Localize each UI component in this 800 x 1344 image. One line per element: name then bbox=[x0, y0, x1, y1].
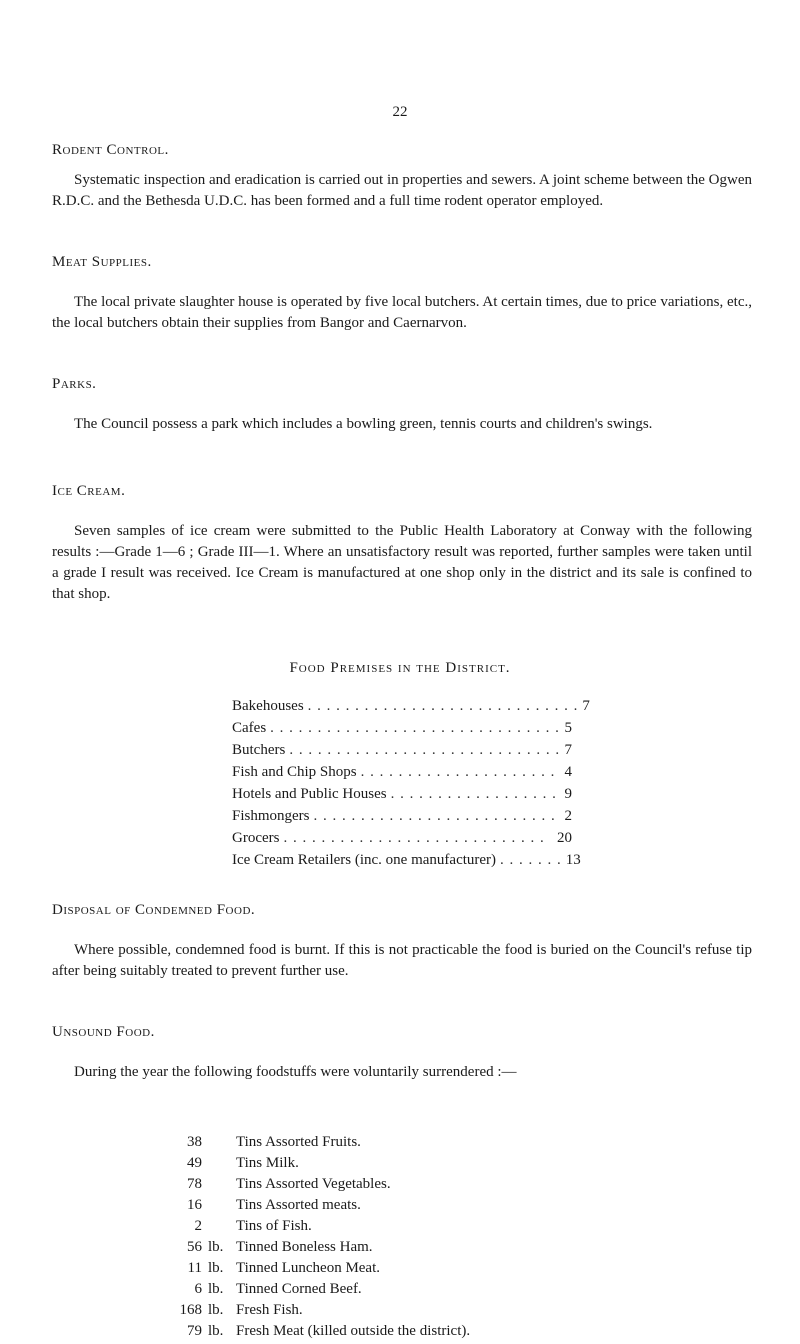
unsound-qty: 168 bbox=[179, 1302, 202, 1318]
unsound-food-row bbox=[166, 1302, 666, 1323]
paragraph-meat-supplies: The local private slaughter house is operated by five local butchers. At certain times, due to price variations, etc., the local butchers obtain their supplies from Bangor and Caernarvon. bbox=[52, 294, 752, 331]
unsound-desc: Tins Assorted Vegetables. bbox=[236, 1176, 391, 1192]
premises-label: Hotels and Public Houses bbox=[232, 786, 387, 802]
premises-row: Grocers . . . . . . . . . . . . . . . . . . . . . . . . . . . . 20 bbox=[232, 830, 572, 846]
unsound-qty: 16 bbox=[187, 1197, 202, 1213]
unsound-desc: Tinned Boneless Ham. bbox=[236, 1239, 373, 1255]
unsound-qty: 49 bbox=[187, 1155, 202, 1171]
unsound-desc: Tins Assorted Fruits. bbox=[236, 1134, 361, 1150]
unsound-food-row bbox=[166, 1260, 666, 1281]
unsound-desc: Tinned Luncheon Meat. bbox=[236, 1260, 381, 1276]
unsound-qty: 78 bbox=[187, 1176, 202, 1192]
premises-count: 4 bbox=[564, 764, 572, 780]
unsound-qty: 11 bbox=[187, 1260, 202, 1276]
unsound-unit: lb. bbox=[208, 1239, 224, 1255]
unsound-food-row bbox=[166, 1323, 666, 1344]
unsound-desc: Tinned Corned Beef. bbox=[236, 1281, 362, 1297]
unsound-desc: Fresh Meat (killed outside the district). bbox=[236, 1323, 471, 1339]
unsound-desc: Tins Milk. bbox=[236, 1155, 299, 1171]
unsound-qty: 38 bbox=[187, 1134, 202, 1150]
premises-row: Ice Cream Retailers (inc. one manufacturer) . . . . . . . 13 bbox=[232, 852, 581, 868]
paragraph-disposal: Where possible, condemned food is burnt. If this is not practicable the food is buried on the Council's refuse tip after being suitably treated to prevent further use. bbox=[52, 942, 752, 979]
premises-row: Fishmongers . . . . . . . . . . . . . . . . . . . . . . . . . . 2 bbox=[232, 808, 572, 824]
premises-label: Ice Cream Retailers (inc. one manufacturer) bbox=[232, 852, 497, 868]
premises-row: Butchers . . . . . . . . . . . . . . . . . . . . . . . . . . . . . 7 bbox=[232, 742, 572, 758]
premises-label: Butchers bbox=[232, 742, 286, 758]
section-heading-disposal: Disposal of Condemned Food. bbox=[52, 902, 256, 918]
section-heading-ice-cream: Ice Cream. bbox=[52, 483, 126, 499]
premises-row: Bakehouses . . . . . . . . . . . . . . . . . . . . . . . . . . . . . 7 bbox=[232, 698, 590, 714]
unsound-unit: lb. bbox=[208, 1323, 224, 1339]
unsound-food-row bbox=[166, 1155, 666, 1176]
premises-count: 13 bbox=[565, 852, 581, 868]
premises-label: Fish and Chip Shops bbox=[232, 764, 357, 780]
unsound-food-list bbox=[166, 1134, 666, 1344]
unsound-desc: Tins Assorted meats. bbox=[236, 1197, 361, 1213]
food-premises-list bbox=[232, 698, 590, 874]
unsound-unit: lb. bbox=[208, 1281, 224, 1297]
premises-label: Cafes bbox=[232, 720, 267, 736]
unsound-unit: lb. bbox=[208, 1302, 224, 1318]
section-heading-unsound-food: Unsound Food. bbox=[52, 1024, 155, 1040]
unsound-qty: 6 bbox=[194, 1281, 202, 1297]
premises-label: Grocers bbox=[232, 830, 280, 846]
premises-count: 5 bbox=[564, 720, 572, 736]
premises-count: 20 bbox=[557, 830, 572, 846]
food-premises-title: Food Premises in the District. bbox=[289, 660, 511, 676]
unsound-food-row bbox=[166, 1176, 666, 1197]
unsound-food-row bbox=[166, 1281, 666, 1302]
paragraph-rodent-control: Systematic inspection and eradication is carried out in properties and sewers. A joint scheme between the Ogwen R.D.C. and the Bethesda U.D.C. has been formed and a full time rodent operator employed. bbox=[52, 172, 752, 209]
paragraph-ice-cream: Seven samples of ice cream were submitted to the Public Health Laboratory at Conway with the following results :—Grade 1—6 ; Grade III—1. Where an unsatisfactory result was reported, further samples were taken until a grade I result was received. Ice Cream is manufactured at one shop only in the district and its sale is confined to that shop. bbox=[52, 523, 752, 602]
unsound-food-row bbox=[166, 1197, 666, 1218]
section-heading-meat-supplies: Meat Supplies. bbox=[52, 254, 152, 270]
page-number: 22 bbox=[392, 104, 408, 120]
premises-row: Fish and Chip Shops . . . . . . . . . . . . . . . . . . . . . 4 bbox=[232, 764, 572, 780]
unsound-qty: 56 bbox=[187, 1239, 202, 1255]
unsound-desc: Tins of Fish. bbox=[236, 1218, 312, 1234]
premises-count: 2 bbox=[564, 808, 572, 824]
premises-row: Cafes . . . . . . . . . . . . . . . . . . . . . . . . . . . . . . . 5 bbox=[232, 720, 572, 736]
premises-count: 7 bbox=[564, 742, 572, 758]
unsound-desc: Fresh Fish. bbox=[236, 1302, 303, 1318]
unsound-food-row bbox=[166, 1218, 666, 1239]
premises-count: 7 bbox=[582, 698, 590, 714]
unsound-qty: 79 bbox=[187, 1323, 202, 1339]
section-heading-parks: Parks. bbox=[52, 376, 97, 392]
premises-row: Hotels and Public Houses . . . . . . . . . . . . . . . . . . 9 bbox=[232, 786, 572, 802]
premises-label: Bakehouses bbox=[232, 698, 304, 714]
unsound-food-row bbox=[166, 1134, 666, 1155]
paragraph-parks: The Council possess a park which includes a bowling green, tennis courts and children's swings. bbox=[74, 416, 653, 432]
unsound-qty: 2 bbox=[194, 1218, 202, 1234]
paragraph-unsound-food-intro: During the year the following foodstuffs were voluntarily surrendered :— bbox=[74, 1064, 517, 1080]
premises-label: Fishmongers bbox=[232, 808, 310, 824]
premises-count: 9 bbox=[564, 786, 572, 802]
section-heading-rodent-control: Rodent Control. bbox=[52, 142, 169, 158]
unsound-unit: lb. bbox=[208, 1260, 224, 1276]
unsound-food-row bbox=[166, 1239, 666, 1260]
